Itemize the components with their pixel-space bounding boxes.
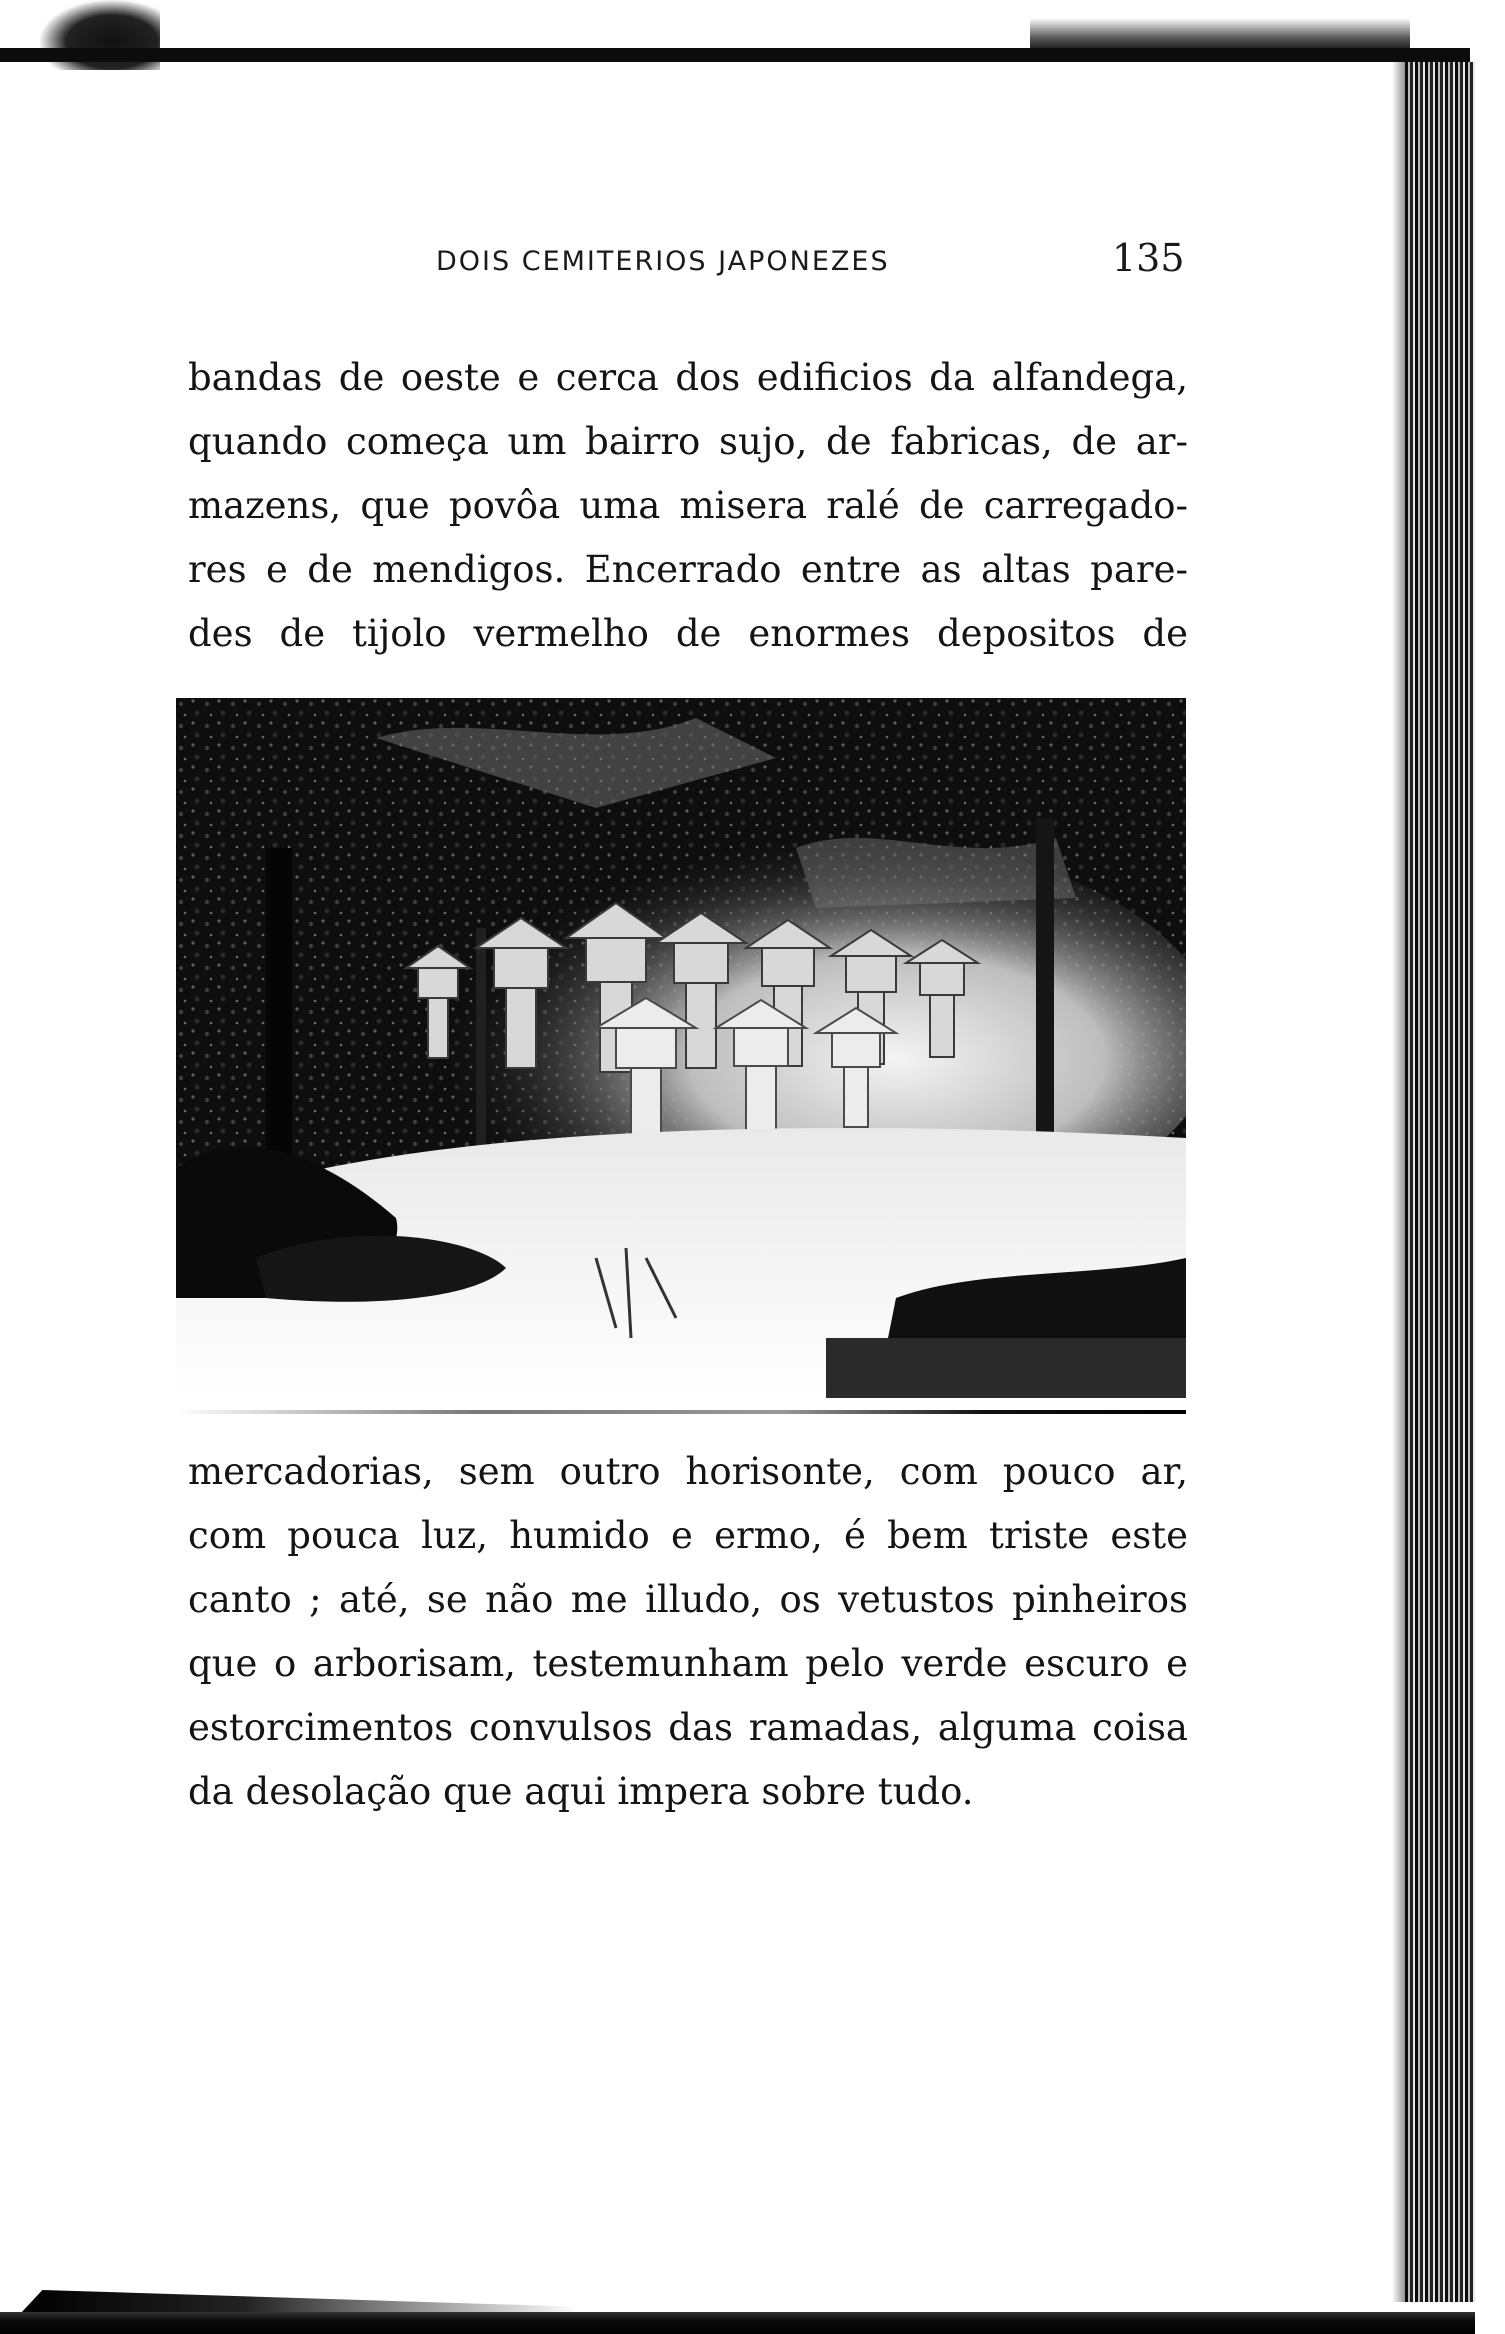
text-line: bandas de oeste e cerca dos edificios da alfandega, [188, 356, 1188, 399]
plate-bottom-rule [176, 1410, 1186, 1414]
running-title: DOIS CEMITERIOS JAPONEZES [436, 246, 890, 277]
page-number: 135 [1112, 236, 1185, 280]
scan-streak [20, 2290, 580, 2314]
page-gutter-shadow [1392, 62, 1406, 2302]
text-line: canto ; até, se não me illudo, os vetustos pinheiros [188, 1578, 1188, 1621]
text-line: estorcimentos convulsos das ramadas, alguma coisa [188, 1706, 1188, 1749]
text-line: mazens, que povôa uma misera ralé de carregado- [188, 484, 1188, 527]
cemetery-photo [176, 698, 1186, 1398]
text-line: res e de mendigos. Encerrado entre as altas pare- [188, 548, 1188, 591]
text-line: da desolação que aqui impera sobre tudo. [188, 1770, 974, 1813]
text-line: quando começa um bairro sujo, de fabricas, de ar- [188, 420, 1188, 463]
book-page-edges [1405, 62, 1475, 2302]
text-line: mercadorias, sem outro horisonte, com pouco ar, [188, 1450, 1188, 1493]
page-top-edge [0, 48, 1470, 62]
text-line: com pouca luz, humido e ermo, é bem triste este [188, 1514, 1188, 1557]
text-line: que o arborisam, testemunham pelo verde escuro e [188, 1642, 1188, 1685]
paragraph-bottom [188, 1440, 1188, 1824]
text-line: des de tijolo vermelho de enormes depositos de [188, 612, 1188, 655]
paragraph-top [188, 346, 1188, 666]
page-bottom-edge [0, 2312, 1475, 2334]
photo-plate [176, 698, 1194, 1422]
scan-edge-band [1030, 18, 1410, 52]
